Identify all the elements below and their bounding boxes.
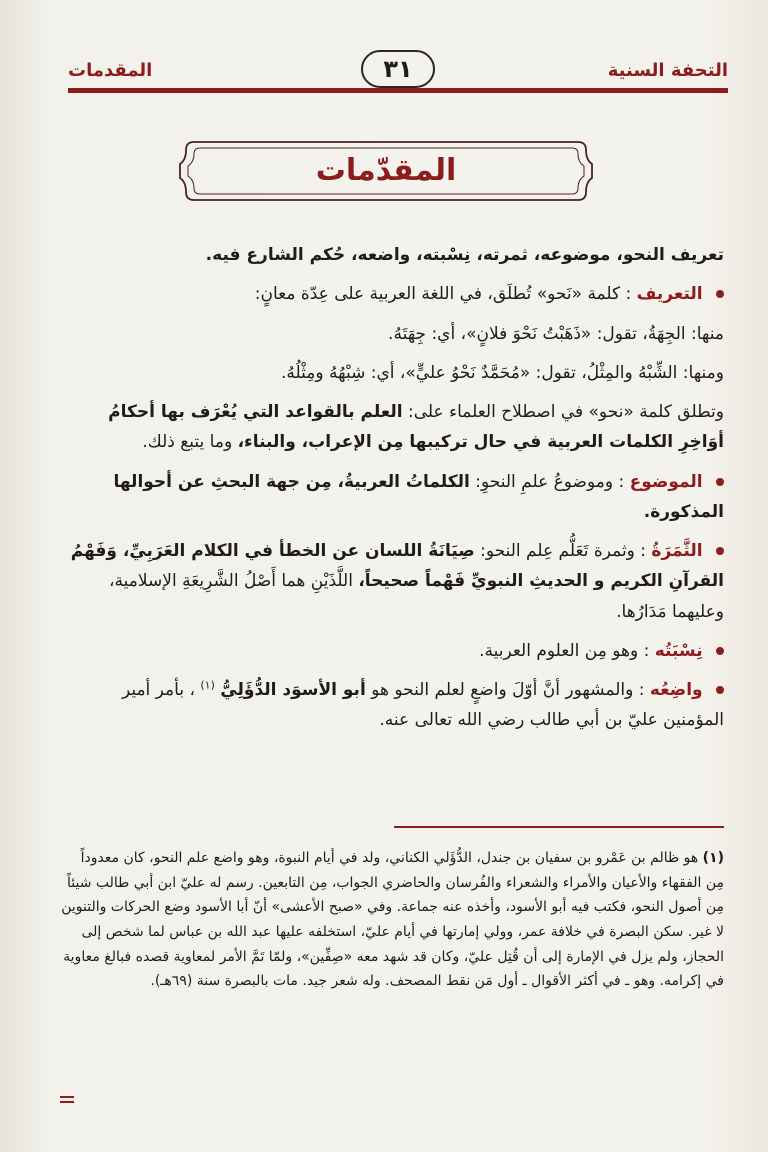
subject-strong: الكلماتُ العربيةُ، مِن جهة البحثِ عن أحوالها المذكورة. — [113, 471, 724, 522]
term-pre: وتطلق كلمة «نحو» في اصطلاح العلماء على: — [408, 402, 724, 422]
subject-label: الموضوع — [629, 471, 703, 492]
relation-label: نِسْبَتُه — [654, 640, 703, 661]
intro-line: تعريف النحو، موضوعه، ثمرته، نِسْبته، واضعه، حُكم الشارع فيه. — [205, 245, 724, 265]
chapter-title-frame — [172, 136, 600, 206]
footnote-number: (١) — [702, 850, 724, 866]
subject-paragraph — [60, 467, 724, 528]
section-title: المقدمات — [68, 60, 153, 81]
book-title: التحفة السنية — [607, 60, 728, 81]
founder-pre: : والمشهور أنَّ أوّلَ واضعٍ لعلم النحو هو — [371, 680, 645, 700]
fruit-strong: صِيَانَةُ اللسان عن الخطأ في الكلام العَرَبِيِّ، وَفَهْمُ القرآنِ الكريم و الحديثِ النبويِّ فَهْماً صحيحاً، — [70, 541, 724, 592]
main-text — [60, 240, 724, 745]
founder-strong: أبو الأسوَد الدُّؤَلِيُّ — [220, 680, 366, 700]
fruit-pre: : وثمرة تَعَلُّم عِلم النحو: — [480, 541, 647, 561]
footnote-reference: (١) — [200, 678, 215, 692]
meaning-two: ومنها: الشِّبْهُ والمِثْلُ، تقول: «مُحَمَّدٌ نَحْوُ عليٍّ»، أي: شِبْهُهُ ومِثْلُهُ. — [281, 362, 724, 383]
term-paragraph — [60, 397, 724, 458]
fruit-label: الثَّمَرَةُ — [651, 541, 703, 561]
meaning-one: منها: الجِهَةُ، تقول: «ذَهَبْتُ نَحْوَ فلانٍ»، أي: جِهَتَهُ. — [388, 323, 724, 344]
bullet-icon — [716, 647, 724, 655]
bullet-icon — [716, 478, 724, 486]
definition-label: التعريف — [636, 284, 703, 305]
founder-post: ، بأمر أمير المؤمنين عليّ بن أبي طالب رضي الله تعالى عنه. — [121, 680, 724, 731]
fruit-post: اللَّذَيْنِ هما أَصْلُ الشَّرِيعَةِ الإسلامية، وعليهما مَدَارُها. — [109, 571, 724, 622]
founder-label: واضِعُه — [649, 680, 703, 700]
footnotes — [60, 846, 724, 1003]
footnote-text: هو ظالم بن عَمْرو بن سفيان بن جندل، الدُّؤَلي الكناني، ولد في أيام النبوة، وهو واضع علم النحو، كان معدوداً مِن الفقهاء والأعيان والأمراء والشعراء والفُرسان والحاضري الجواب، مِن التابعين. رسم له عليّ ابن أبي طالب شيئاً مِن أصول النحو، فكتب فيه أبو الأسود، وأخذه عنه جماعة. وفي «صبح الأعشى» أنّ أبا الأسود وضع الحركات والتنوين لا غير. سكن البصرة في خلافة عمر، وولي إمارتها في أيام عليّ، استخلفه عليها عبد الله بن عباس لما شخص إلى الحجاز، ولم يزل في الإمارة إلى أن قُتِل عليّ، وكان قد شهد معه «صِفِّين»، ولمّا تَمَّ الأمر لمعاوية قصده فبالغ معاوية في إكرامه. وهو ـ في أكثر الأقوال ـ أول مَن نقط المصحف. وله شعر جيد. مات بالبصرة سنة (٦٩هـ). — [61, 850, 724, 990]
subject-pre: : وموضوعُ علمِ النحوِ: — [475, 471, 625, 492]
chapter-title: المقدّمات — [315, 153, 457, 188]
bullet-icon — [716, 686, 724, 694]
definition-text: : كلمة «نَحو» تُطلَق، في اللغة العربية على عِدّة معانٍ: — [254, 284, 632, 305]
relation-text: : وهو مِن العلوم العربية. — [479, 640, 650, 661]
bullet-icon — [716, 290, 724, 298]
term-strong: العلم بالقواعد التي يُعْرَف بها أحكامُ أوَاخِرِ الكلمات العربية في حال تركيبها مِن الإعراب، والبناء، — [108, 402, 724, 453]
fruit-paragraph — [60, 536, 724, 627]
bullet-icon — [716, 547, 724, 555]
definition-paragraph — [60, 279, 724, 309]
term-post: وما يتبع ذلك. — [142, 432, 233, 453]
footnote-item — [60, 846, 724, 994]
footnote-rule — [394, 826, 724, 828]
founder-paragraph — [60, 675, 724, 736]
page-number: ٣١ — [361, 50, 435, 88]
header-rule — [68, 88, 728, 93]
continuation-icon — [60, 1095, 74, 1104]
relation-paragraph — [60, 636, 724, 666]
